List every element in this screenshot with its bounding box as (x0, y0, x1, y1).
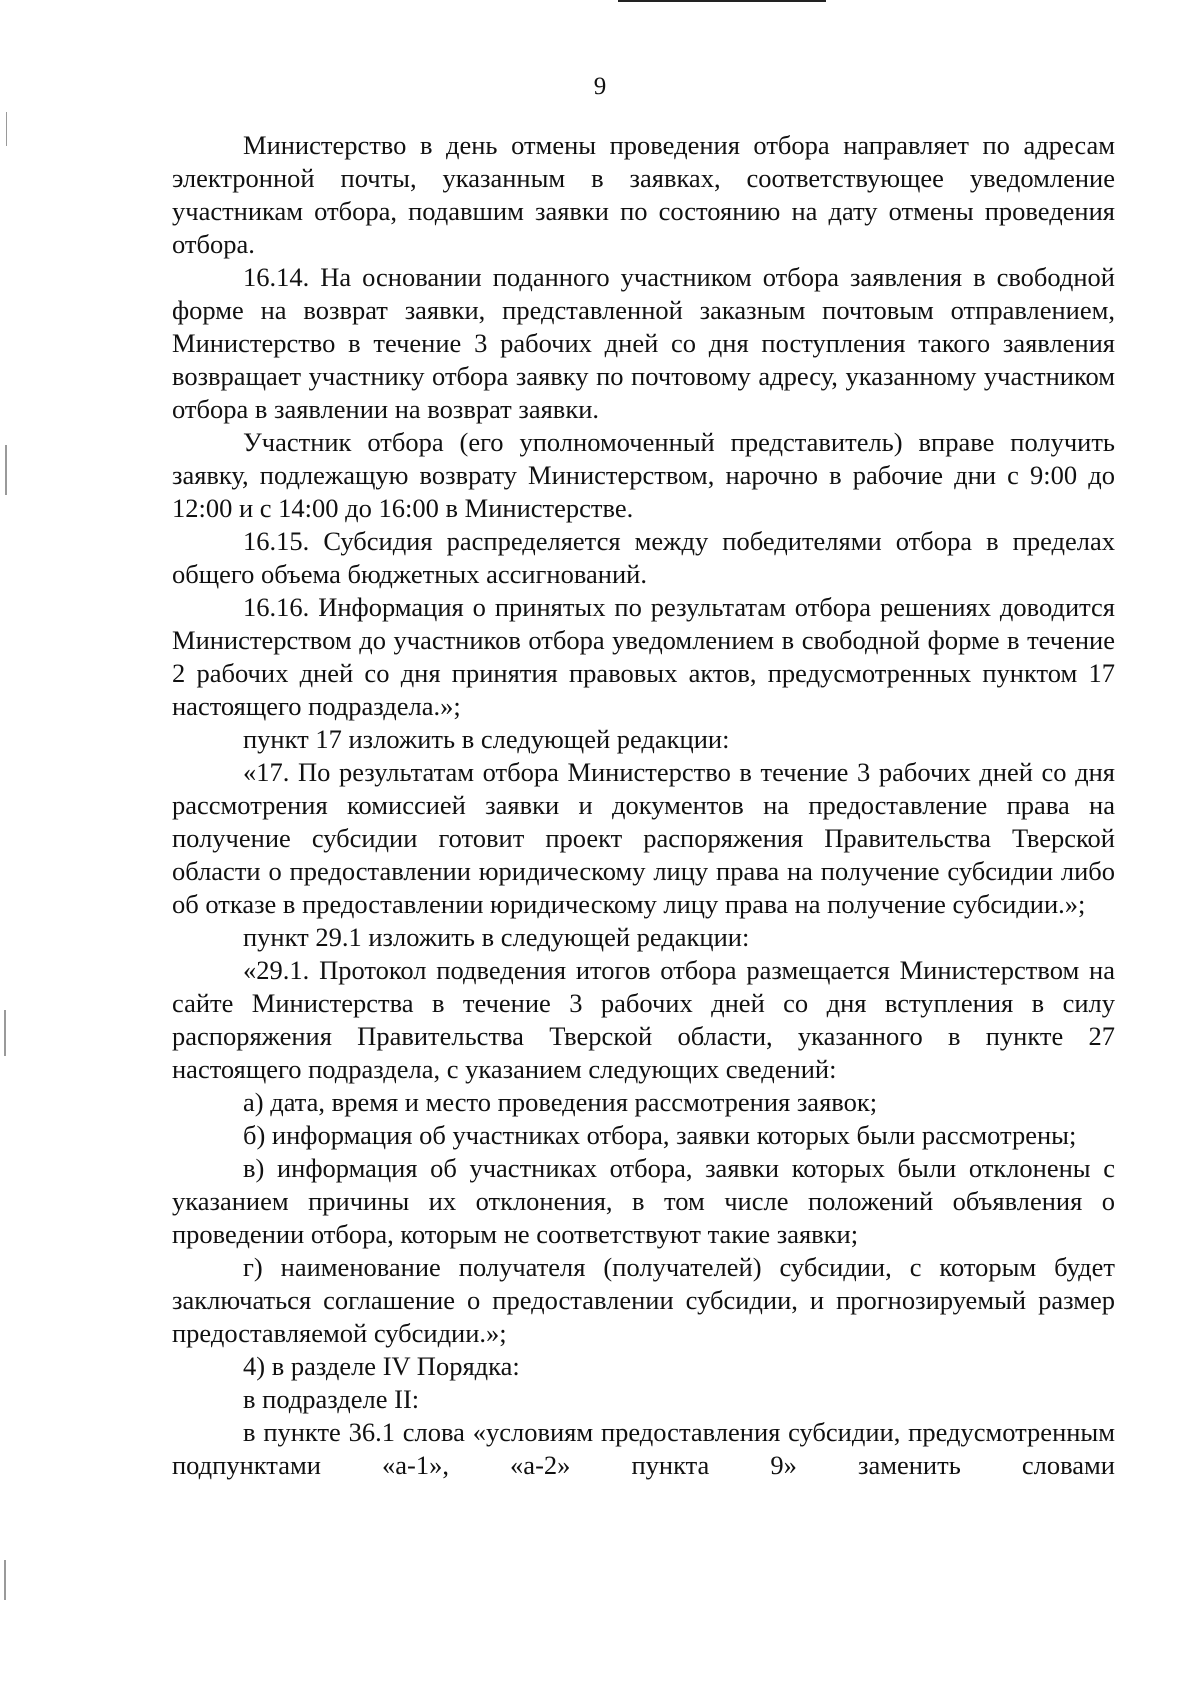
page-number: 9 (593, 73, 607, 100)
scan-edge-mark (6, 112, 7, 146)
paragraph: г) наименование получателя (получателей) субсидии, с которым будет заключаться соглашение о предоставлении субсидии, и прогнозируемый размер предоставляемой субсидии.»; (172, 1252, 1115, 1348)
paragraph: в) информация об участниках отбора, заявки которых были отклонены с указанием причины их отклонения, в том числе положений объявления о проведении отбора, которым не соответствуют такие заявки; (172, 1153, 1115, 1249)
paragraph: а) дата, время и место проведения рассмотрения заявок; (243, 1087, 878, 1117)
paragraph: в пункте 36.1 слова «условиям предоставления субсидии, предусмотренным подпунктами «а-1», «а-2» пункта 9» заменить словами (172, 1417, 1115, 1480)
paragraph: «29.1. Протокол подведения итогов отбора размещается Министерством на сайте Министерства в течение 3 рабочих дней со дня вступления в силу распоряжения Правительства Тверской области, указанного в пункте 27 настоящего подраздела, с указанием следующих сведений: (172, 955, 1115, 1084)
paragraph: 4) в разделе IV Порядка: (243, 1351, 520, 1381)
paragraph: «17. По результатам отбора Министерство в течение 3 рабочих дней со дня рассмотрения комиссией заявки и документов на предоставление права на получение субсидии готовит проект распоряжения Правительства Тверской области о предоставлении юридическому лицу права на получение субсидии либо об отказе в предоставлении юридическому лицу права на получение субсидии.»; (172, 757, 1115, 919)
top-scan-rule (618, 0, 826, 2)
paragraph: Министерство в день отмены проведения отбора направляет по адресам электронной почты, указанным в заявках, соответствующее уведомление участникам отбора, подавшим заявки по состоянию на дату отмены проведения отбора. (172, 130, 1115, 259)
paragraph: пункт 17 изложить в следующей редакции: (243, 724, 730, 754)
scan-edge-mark (4, 1010, 6, 1056)
paragraph: 16.15. Субсидия распределяется между победителями отбора в пределах общего объема бюджетных ассигнований. (172, 526, 1115, 589)
paragraph: 16.16. Информация о принятых по результатам отбора решениях доводится Министерством до участников отбора уведомлением в свободной форме в течение 2 рабочих дней со дня принятия правовых актов, предусмотренных пунктом 17 настоящего подраздела.»; (172, 592, 1115, 721)
paragraph: пункт 29.1 изложить в следующей редакции: (243, 922, 750, 952)
paragraph: Участник отбора (его уполномоченный представитель) вправе получить заявку, подлежащую возврату Министерством, нарочно в рабочие дни с 9:00 до 12:00 и с 14:00 до 16:00 в Министерстве. (172, 427, 1115, 523)
scan-edge-mark (5, 445, 7, 495)
document-body (172, 129, 1115, 1482)
paragraph: 16.14. На основании поданного участником отбора заявления в свободной форме на возврат заявки, представленной заказным почтовым отправлением, Министерство в течение 3 рабочих дней со дня поступления такого заявления возвращает участнику отбора заявку по почтовому адресу, указанному участником отбора в заявлении на возврат заявки. (172, 262, 1115, 424)
paragraph: в подразделе II: (243, 1384, 420, 1414)
scan-edge-mark (4, 1560, 6, 1600)
paragraph: б) информация об участниках отбора, заявки которых были рассмотрены; (243, 1120, 1077, 1150)
